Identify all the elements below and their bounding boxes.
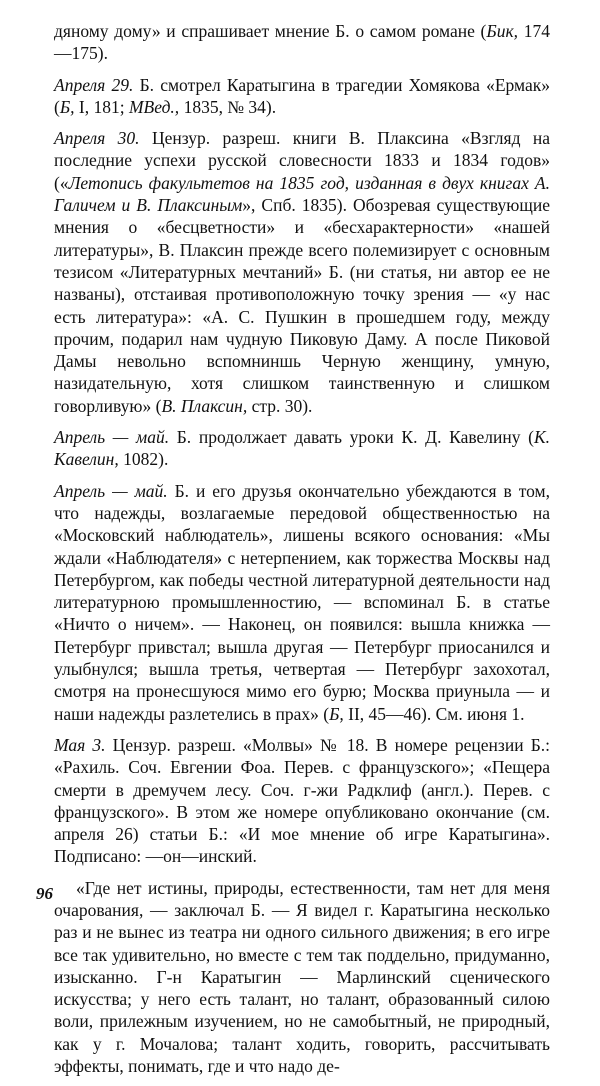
text-run: Б. и его друзья окончательно убеждаются в том, что надежды, возлагаемые передовой общественностью на «Московский наблюдатель», лишены всякого основания: «Мы ждали «Наблюдателя» с нетерпением, как торжества Москвы над Петербургом, как победы честной литературной деятельности над литературною промышленностию, — вспоминал Б. в статье «Ничто о ничем». — Наконец, он появился: вышла книжка — Петербург привстал; вышла другая — Петербург приосанился и улыбнулся; вышла третья, четвертая — Петербург захохотал, смотря на пронесшуюся мимо его бурю; Москва приуныла — и наши надежды разлетелись в прах» ( xyxy=(54,480,550,724)
italic-run: В. Плаксин, xyxy=(161,395,248,416)
italic-run: Летопись факультетов на 1835 год, изданная в двух книгах А. Галичем и В. Плаксиным xyxy=(54,172,550,216)
text-run: Б. смотрел Каратыгина в трагедии Хомякова «Ермак» ( xyxy=(54,74,550,117)
italic-run: Б, xyxy=(59,96,75,117)
page-number: 96 xyxy=(36,884,53,903)
text-run: Б. продолжает давать уроки К. Д. Кавелину ( xyxy=(169,427,534,448)
italic-run: Мая 3. xyxy=(54,734,106,755)
chronicle-paragraph xyxy=(54,426,550,471)
italic-run: Апреля 29. xyxy=(54,74,134,95)
page-body-text xyxy=(54,20,550,1086)
chronicle-paragraph xyxy=(54,127,550,417)
chronicle-paragraph xyxy=(54,877,550,1078)
text-run: I, 181; xyxy=(74,96,129,117)
text-run: 174—175). xyxy=(54,21,550,64)
italic-run: Бик, xyxy=(486,21,519,41)
chronicle-paragraph xyxy=(54,74,550,119)
text-run: стр. 30). xyxy=(247,395,313,416)
text-run: Цензур. разреш. книги В. Плаксина «Взгляд на последние успехи русской словесности 1833 и 1834 годов» (« xyxy=(54,128,550,193)
text-run: дяному дому» и спрашивает мнение Б. о самом романе ( xyxy=(54,21,487,41)
chronicle-paragraph xyxy=(54,734,550,868)
italic-run: Апрель — май. xyxy=(54,427,170,448)
chronicle-paragraph xyxy=(54,20,550,65)
text-run: Цензур. разреш. «Молвы» № 18. В номере рецензии Б.: «Рахиль. Соч. Евгении Фоа. Перев. с французского»; «Пещера смерти в дремучем лесу. Соч. г-жи Радклиф (англ.). Перев. с французского». В этом же номере опубликовано окончание (см. апреля 26) статьи Б.: «И мое мнение об игре Каратыгина». Подписано: —он—инский. xyxy=(54,734,551,867)
text-run: 1082). xyxy=(118,449,169,470)
text-run: II, 45—46). См. июня 1. xyxy=(343,703,525,724)
chronicle-paragraph xyxy=(54,480,550,725)
text-run: 1835, № 34). xyxy=(179,96,277,117)
italic-run: Апреля 30. xyxy=(54,128,140,149)
italic-run: К. Кавелин, xyxy=(54,427,550,470)
text-run: », Спб. 1835). Обозревая существующие мнения о «бесцветности» и «бесхарактерности» «нашей литературы», В. Плаксин прежде всего полемизирует с основным тезисом «Литературных мечтаний» Б. (ни статья, ни автор ее не названы), отстаивая противоположную точку зрения — «у нас есть литература»: «А. С. Пушкин в прошедшем году, между прочим, подарил нам чудную Пиковую Даму. А после Пиковой Дамы невольно вспомниншь Черную женщину, умную, назидательную, хотя слишком таинственную и слишком говорливую» ( xyxy=(54,195,550,416)
italic-run: Б, xyxy=(329,703,344,724)
italic-run: МВед., xyxy=(128,96,180,117)
italic-run: Апрель — май. xyxy=(54,480,168,501)
text-run: «Где нет истины, природы, естественности, там нет для меня очарования, — заключал Б. — Я видел г. Каратыгина несколько раз и не вынес из театра ни одного сильного движения; в его игре все так удивительно, но вместе с тем так поддельно, придуманно, изысканно. Г-н Каратыгин — Марлинский сценического искусства; у него есть талант, но талант, образованный силою воли, прилежным изучением, но не самобытный, не природный, как у г. Мочалова; талант ходить, говорить, рассчитывать эффекты, понимать, где и что надо де- xyxy=(54,877,550,1077)
